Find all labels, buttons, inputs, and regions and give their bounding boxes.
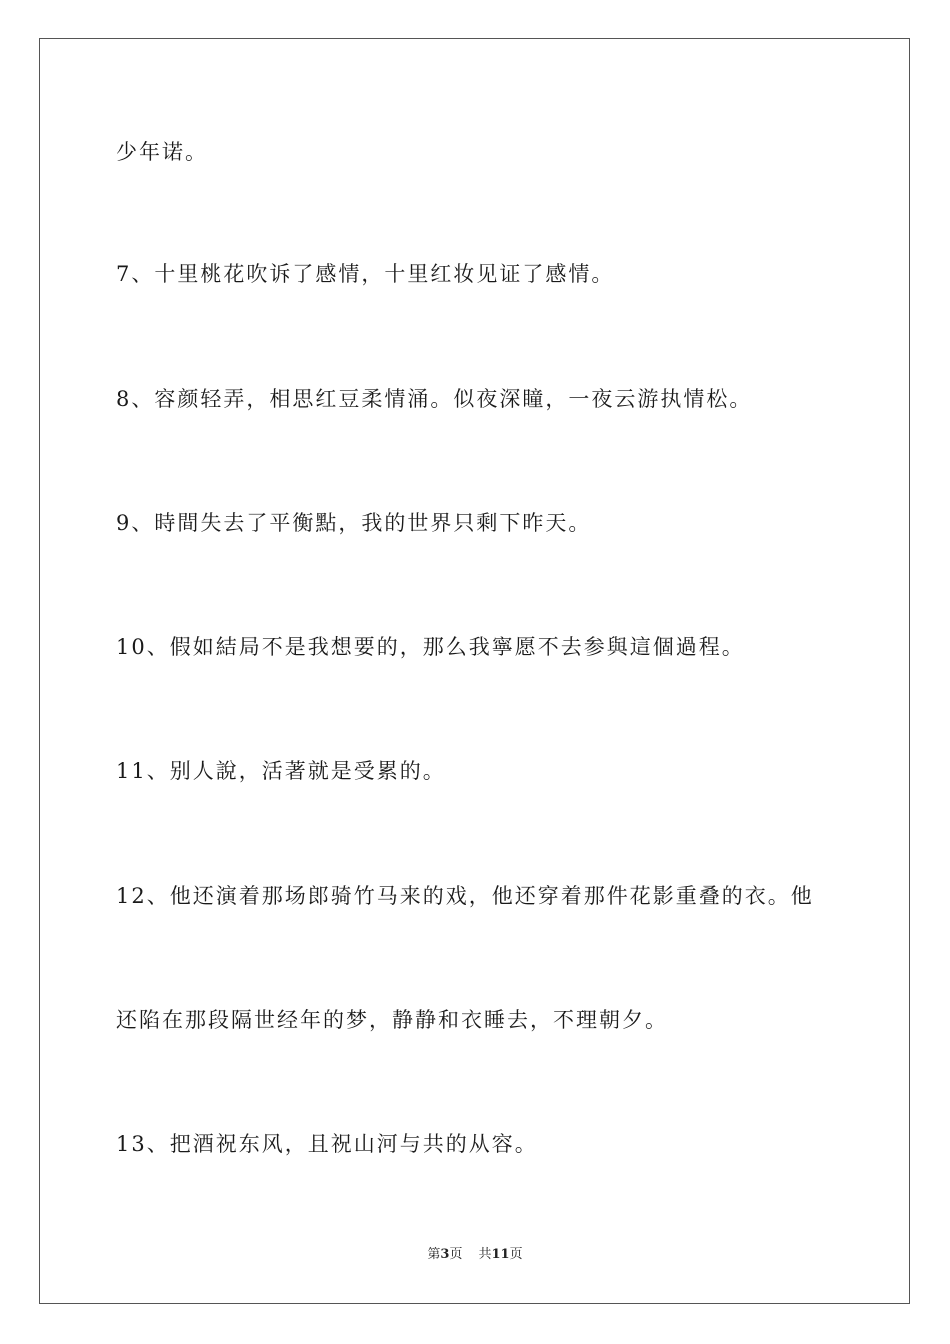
text-line: 少年诺。 (116, 140, 208, 164)
text-line: 还陷在那段隔世经年的梦，静静和衣睡去，不理朝夕。 (116, 1008, 668, 1032)
text-line: 8、容颜轻弄，相思红豆柔情涌。似夜深瞳，一夜云游执情松。 (116, 387, 753, 411)
text-line: 9、時間失去了平衡點，我的世界只剩下昨天。 (116, 511, 592, 535)
page-number: 3 (440, 1247, 450, 1262)
total-suffix: 页 (509, 1247, 523, 1262)
page-footer (0, 1246, 950, 1264)
page-prefix: 第 (427, 1247, 441, 1262)
text-line: 7、十里桃花吹诉了感情，十里红妆见证了感情。 (116, 262, 615, 286)
text-line: 10、假如結局不是我想要的，那么我寧愿不去参與這個過程。 (116, 635, 745, 659)
page-border (39, 38, 910, 1304)
text-line: 11、别人說，活著就是受累的。 (116, 759, 446, 783)
page-suffix: 页 (449, 1247, 463, 1262)
text-line: 13、把酒祝东风，且祝山河与共的从容。 (116, 1132, 538, 1156)
total-pages: 11 (491, 1247, 510, 1262)
text-line: 12、他还演着那场郎骑竹马来的戏，他还穿着那件花影重叠的衣。他 (116, 884, 814, 908)
total-prefix: 共 (478, 1247, 492, 1262)
